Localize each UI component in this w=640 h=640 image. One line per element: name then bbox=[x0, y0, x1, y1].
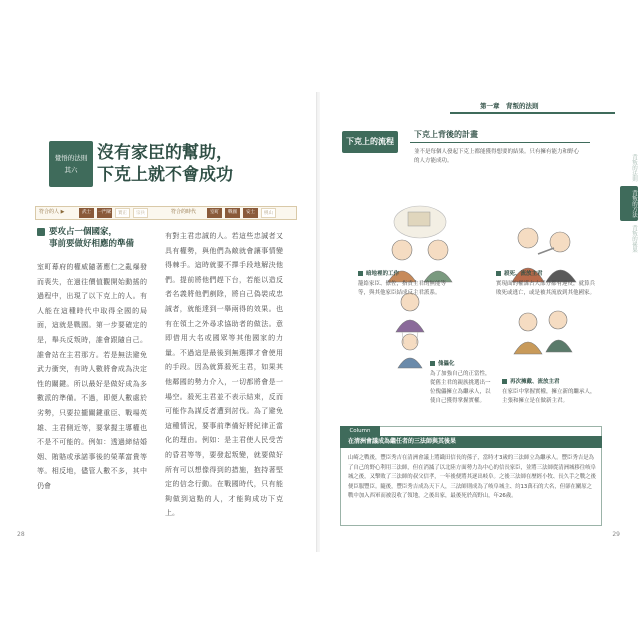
section-heading-line1: 要攻占一個國家， bbox=[49, 227, 118, 237]
timeline-segment: 武士 bbox=[79, 208, 94, 218]
caption-2 bbox=[496, 270, 596, 298]
section-heading-line2: 事前要做好相應的準備 bbox=[49, 239, 135, 249]
rule-badge-line1: 覺悟的法則 bbox=[54, 154, 88, 162]
column-body: 山崎之戰後，豐臣秀吉在清洲會議上將織田信長的孫子，當時才3歲的三法師立為繼承人。豐臣秀吉是為了自己的野心利用三法師，但在消滅了以北陸方面勢力為中心的信長家臣，並將三法師從清洲城移往岐阜城之後，又擊敗了三法師的叔父信孝，一年後便將其逐出岐阜。之後三法師在歷經小牧、長久手之戰之後便臣服豐臣。隨後，豐臣秀吉成為天下人，三法師則成為了岐阜城主、約13萬石的大名，但卻在關原之戰中加入西軍而被沒收了領地，之後出家，最後死於高野山，年26歲。 bbox=[348, 455, 596, 500]
flow-description: 並不是每個人發起下克上都能獲得想要的結果。只有擁有能力和野心的人方能成功。 bbox=[414, 149, 580, 164]
caption-4-text: 在家臣中掌握實權，擁立新的繼承人，主張和擁立是在做新主君。 bbox=[502, 389, 596, 404]
caption-1-text: 籠絡家臣、僚佐，指責主君的無能等等，與其他家臣結成反主君派系。 bbox=[358, 281, 447, 296]
flow-tag: 下克上的流程 bbox=[342, 131, 398, 153]
column-heading: 在清洲會議成為繼任者的三法師與其後果 bbox=[340, 436, 602, 448]
chapter-side-tabs bbox=[620, 150, 638, 257]
timeline-segment: 實正 bbox=[115, 208, 130, 218]
left-page bbox=[17, 92, 317, 552]
rule-badge-line2: 其六 bbox=[64, 166, 78, 174]
side-tab-1[interactable]: 背叛的法則 bbox=[631, 154, 637, 182]
body-column-2: 有對主君忠誠的人。若這些忠誠者又具有權勢，與他們為敵就會讓事情變得棘手。這時就要不擇手段地解決他們。提前將他們趕下台，若能以造反者名義將他們剷除，將自己偽裝成忠誠者，就能達到一舉兩得的效果。也有在領土之外尋求協助者的做法。意即借用大名或國眾等其他國家的力量。不過這是最後到無選擇才會使用的手段。因為就算殺死主君，如果其他鄰國的勢力介入，一切都將會是一場空。殺死主君並不表示結束，反而可能作為謀反者遭到討伐。為了避免這種情況，要事前準備好將紀律正當化的理由。例如：是主君使人民受苦的昏君等等，要發起叛變，就要做好所有可以想像得到的措施，抱持著堅定的信念行動。在戰國時代，只有能夠做到這點的人，才能夠成功下克上。 bbox=[165, 232, 283, 518]
side-tab-3[interactable]: 背叛的後果 bbox=[631, 225, 637, 253]
timeline-segment: 宗兵 bbox=[133, 208, 148, 218]
section-heading-text bbox=[49, 226, 134, 250]
timeline-segment: 室町 bbox=[207, 208, 222, 218]
right-page bbox=[320, 92, 620, 552]
flow-title: 下克上背後的計畫 bbox=[414, 130, 478, 139]
heading-square-icon bbox=[37, 228, 45, 236]
body-column-1: 室町幕府的權威隨著應仁之亂爆發而喪失，在過往價值觀開始動搖的過程中，出現了以下克上的人。有人能在這種時代中取得全國的局面，這就是戰國。第一步要確定的是，舉兵反叛時，誰會跟隨自己。誰會站在主君那方。若是無法避免武力衝突，有時人數將會成為決定性的關鍵。所以最好是做好成為多數派的準備。不過，即便人數處於劣勢，只要拉攏關鍵重臣、戰場英雄、主君側近等，要掌握主導權也不是不可能的。例如：透過締結婚姻、賄賂或承諾事後的榮華富貴等等。相反地，儘管人數不多，其中仍會 bbox=[37, 263, 147, 490]
caption-1 bbox=[358, 270, 450, 298]
page-title bbox=[97, 142, 233, 186]
caption-4 bbox=[502, 378, 598, 406]
flow-rule bbox=[410, 142, 590, 143]
caption-3-text: 為了加強自己的正當性，從舊主君的親族挑選出一位傀儡擁立為繼承人，以使自己獲得掌握實權。 bbox=[430, 371, 491, 404]
column-tag: Column bbox=[340, 426, 380, 436]
page-title-line2: 下克上就不會成功 bbox=[97, 165, 233, 185]
page-number-right: 29 bbox=[612, 531, 620, 538]
page-number-left: 28 bbox=[17, 531, 25, 538]
timeline-label-left: 符合的人 ▶ bbox=[39, 209, 65, 215]
timeline-segment: 戰國 bbox=[225, 208, 240, 218]
caption-3 bbox=[430, 360, 494, 406]
chapter-rule bbox=[450, 112, 615, 114]
caption-2-text: 實現面的權謀占大部分都有違反，就算兵敗死或逃亡，或是被其流放到其他國家。 bbox=[496, 281, 596, 296]
caption-1-title: 暗地裡的工作 bbox=[358, 270, 450, 279]
scene-puppet-icon bbox=[396, 293, 424, 368]
timeline-segment: 桃山 bbox=[261, 208, 276, 218]
rule-badge bbox=[49, 141, 93, 187]
timeline-segment: 安土 bbox=[243, 208, 258, 218]
side-tab-2[interactable]: 背叛的方法 bbox=[620, 186, 638, 222]
caption-2-title: 殺死、流放主君 bbox=[496, 270, 596, 279]
timeline-segment: 一門眾 bbox=[97, 208, 112, 218]
period-timeline bbox=[35, 204, 297, 220]
page-title-line1: 沒有家臣的幫助， bbox=[97, 143, 233, 163]
scene-exile-icon bbox=[514, 311, 572, 354]
timeline-label-right: 符合的時代 bbox=[171, 209, 197, 215]
caption-3-title: 傀儡化 bbox=[430, 360, 494, 369]
chapter-label: 第一章 背叛的法則 bbox=[480, 102, 539, 110]
caption-4-title: 再次擁戴、流放主君 bbox=[502, 378, 598, 387]
